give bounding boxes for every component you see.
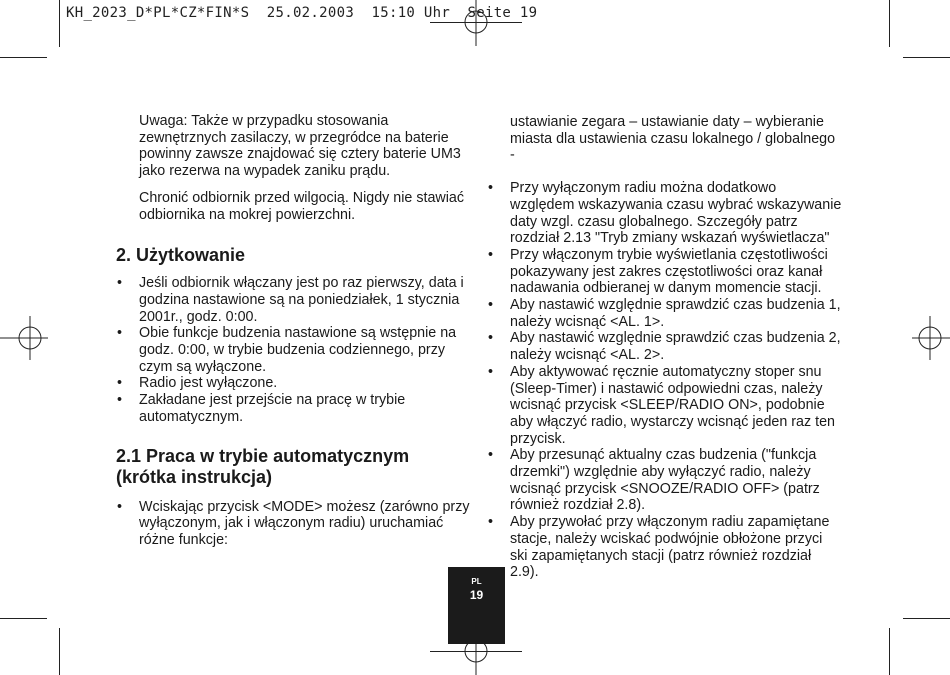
registration-mark-icon [476, 22, 477, 23]
bullet-icon: • [488, 246, 494, 263]
registration-mark-icon [930, 338, 931, 339]
print-slug-header: KH_2023_D*PL*CZ*FIN*S 25.02.2003 15:10 Uhr Seite 19 [66, 5, 538, 21]
section-heading: 2. Użytkowanie [116, 245, 246, 266]
bullet-icon: • [488, 330, 494, 347]
bullet-icon: • [117, 392, 123, 409]
list-item: • Przy wyłączonym radiu można dodatkowo względem wskazywania czasu wybrać wskazywanie daty wzgl. czasu globalnego. Szczegóły patrz rozdział 2.13 "Tryb zmiany wskazań wyświetlacza" [488, 180, 842, 247]
bullet-icon: • [488, 447, 494, 464]
section-heading: 2.1 Praca w trybie automatycznym [116, 445, 410, 466]
list-item: • Aby aktywować ręcznie automatyczny stoper snu (Sleep-Timer) i nastawić odpowiedni czas, należy wcisnąć przycisk <SLEEP/RADIO ON>, podobnie aby włączyć radio, wystarczy wcisnąć jeden raz ten przycisk. [488, 363, 835, 447]
trim-line [59, 0, 60, 47]
bullet-icon: • [488, 180, 494, 197]
trim-line [903, 618, 950, 619]
note-paragraph: Uwaga: Także w przypadku stosowania zewnętrznych zasilaczy, w przegródce na baterie powinny zawsze znajdować się cztery baterie UM3 jako rezerwa na wypadek zaniku prądu. [139, 113, 461, 180]
list-item: • Radio jest wyłączone. [117, 375, 278, 392]
bullet-list [116, 499, 476, 549]
bullet-icon: • [488, 297, 494, 314]
bullet-icon: • [117, 325, 123, 342]
list-item: • Wciskając przycisk <MODE> możesz (zarówno przy wyłączonym, jak i włączonym radiu) uruchamiać różne funkcje: [117, 498, 470, 548]
bullet-icon: • [488, 363, 494, 380]
list-item: • Aby przywołać przy włączonym radiu zapamiętane stacje, należy wciskać podwójnie obłożone przyci ski zapamiętanych stacji (patrz również rozdział 2.9). [488, 514, 830, 581]
list-item: • Jeśli odbiornik włączany jest po raz pierwszy, data i godzina nastawione są na poniedziałek, 1 stycznia 2001r., godz. 0:00. [117, 275, 464, 325]
bullet-icon: • [488, 514, 494, 531]
trim-line [903, 57, 950, 58]
bullet-icon: • [117, 498, 123, 515]
bullet-list [487, 180, 843, 581]
continuation-text: ustawianie zegara – ustawianie daty – wybieranie miasta dla ustawienia czasu lokalnego / globalnego - [510, 114, 836, 164]
section-heading: (krótka instrukcja) [116, 466, 273, 487]
right-column [487, 114, 843, 581]
list-item: • Aby nastawić względnie sprawdzić czas budzenia 1, należy wcisnąć <AL. 1>. [488, 297, 841, 330]
page-number: 19 [469, 588, 484, 602]
bullet-icon: • [117, 375, 123, 392]
trim-line [0, 618, 47, 619]
registration-mark-icon [476, 651, 477, 652]
bullet-list [116, 275, 476, 425]
trim-line [889, 628, 890, 675]
trim-line [0, 57, 47, 58]
list-item: • Obie funkcje budzenia nastawione są wstępnie na godz. 0:00, w trybie budzenia codziennego, przy czym są wyłączone. [117, 325, 457, 375]
page-number-box [448, 567, 505, 644]
trim-line [889, 0, 890, 47]
list-item: • Aby nastawić względnie sprawdzić czas budzenia 2, należy wcisnąć <AL. 2>. [488, 330, 841, 364]
list-item: • Aby przesunąć aktualny czas budzenia ("funkcja drzemki") względnie aby wyłączyć radio, należy wcisnąć przycisk <SNOOZE/RADIO OFF> (patrz również rozdział 2.8). [488, 447, 820, 514]
bullet-icon: • [117, 275, 123, 292]
left-column [116, 113, 476, 549]
note-paragraph: Chronić odbiornik przed wilgocią. Nigdy nie stawiać odbiornika na mokrej powierzchni. [139, 189, 465, 223]
registration-mark-icon [30, 338, 31, 339]
list-item: • Przy włączonym trybie wyświetlania częstotliwości pokazywany jest zakres częstotliwości oraz kanał nadawania odbieranej w danym momencie stacji. [488, 246, 828, 297]
language-code: PL [471, 577, 482, 586]
trim-line [59, 628, 60, 675]
list-item: • Zakładane jest przejście na pracę w trybie automatycznym. [117, 392, 406, 425]
